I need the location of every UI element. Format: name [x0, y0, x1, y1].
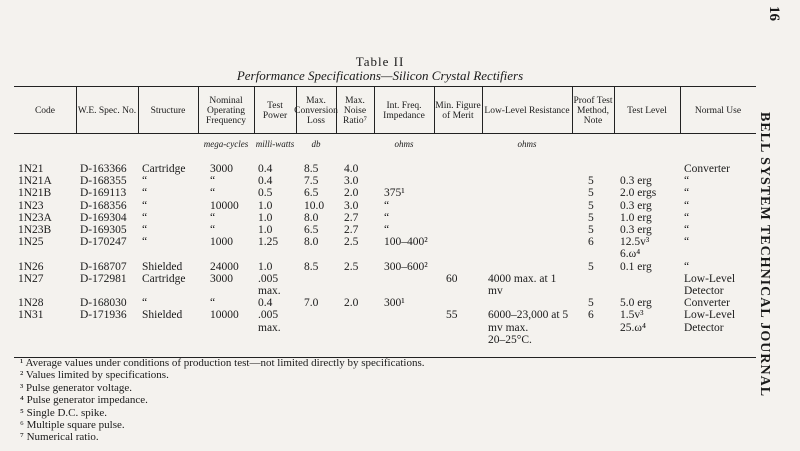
table-row	[14, 224, 756, 236]
cell-spec: D-169113	[80, 187, 127, 200]
table-title: Performance Specifications—Silicon Crystal Rectifiers	[236, 68, 524, 83]
cell-spec: D-168356	[80, 199, 127, 212]
cell-loss: 8.5	[304, 163, 319, 175]
cell-freq: “	[210, 211, 216, 224]
cell-level: 1.5v³	[620, 309, 644, 322]
cell-impedance: “	[384, 224, 390, 236]
cell-freq: 3000	[210, 272, 233, 285]
cell-proof: 5	[588, 297, 594, 310]
cell-level: 0.1 erg	[620, 260, 652, 273]
header-noise: Max. Noise Ratio⁷	[343, 96, 367, 126]
cell-code: 1N21A	[18, 175, 52, 188]
cell-impedance: 300¹	[384, 297, 405, 310]
cell-spec: D-172981	[80, 272, 127, 285]
cell-proof: 5	[588, 224, 594, 236]
cell-use: Converter	[684, 297, 730, 310]
cell-code: 1N23	[18, 199, 44, 212]
header-proof: Proof Test Method, Note	[573, 96, 613, 126]
cell-code: 1N28	[18, 297, 44, 310]
cell-resistance: mv	[488, 285, 503, 297]
cell-use: “	[684, 224, 690, 236]
cell-code: 1N21	[18, 163, 44, 175]
cell-power: 0.5	[258, 187, 273, 200]
header-use: Normal Use	[694, 106, 742, 116]
footnote: ³ Pulse generator voltage.	[20, 381, 133, 394]
footnote: ¹ Average values under conditions of production test—not limited directly by specifications.	[20, 357, 425, 369]
cell-level: 25.ω⁴	[620, 321, 646, 334]
cell-code: 1N23A	[18, 211, 52, 224]
cell-spec: D-168707	[80, 260, 127, 273]
cell-use: “	[684, 236, 690, 249]
cell-level: 0.3 erg	[620, 224, 652, 236]
cell-spec: D-171936	[80, 309, 127, 322]
header-level: Test Level	[627, 106, 667, 116]
cell-loss: 7.5	[304, 175, 319, 188]
cell-freq: “	[210, 175, 216, 188]
unit-power: milli-watts	[255, 139, 295, 149]
cell-freq: 10000	[210, 199, 239, 212]
cell-loss: 8.0	[304, 236, 319, 249]
cell-level: 2.0 ergs	[620, 187, 657, 200]
cell-code: 1N27	[18, 272, 44, 285]
cell-use: Detector	[684, 285, 724, 297]
unit-frequency: mega-cycles	[203, 139, 249, 149]
cell-power: 1.0	[258, 260, 273, 273]
cell-proof: 6	[588, 236, 594, 249]
table-row	[14, 334, 756, 346]
cell-structure: “	[142, 187, 148, 200]
table-row	[14, 236, 756, 248]
cell-code: 1N23B	[18, 224, 52, 236]
cell-structure: Cartridge	[142, 272, 186, 285]
cell-impedance: “	[384, 199, 390, 212]
cell-structure: “	[142, 175, 148, 188]
cell-spec: D-169305	[80, 224, 127, 236]
cell-structure: “	[142, 297, 148, 310]
header-power: Test Power	[262, 101, 288, 121]
cell-power: max.	[258, 285, 281, 297]
cell-use: “	[684, 175, 690, 188]
cell-noise: 2.5	[344, 236, 359, 249]
cell-use: Low-Level	[684, 272, 736, 285]
header-code: Code	[34, 106, 56, 116]
cell-freq: 10000	[210, 309, 239, 322]
footnote: ² Values limited by specifications.	[20, 369, 169, 382]
cell-impedance: 300–600²	[384, 260, 428, 273]
cell-use: “	[684, 187, 690, 200]
unit-impedance: ohms	[394, 139, 414, 149]
footnote: ⁷ Numerical ratio.	[20, 431, 99, 444]
cell-use: Detector	[684, 321, 724, 334]
cell-power: 1.0	[258, 211, 273, 224]
cell-noise: 2.0	[344, 297, 359, 310]
cell-level: 0.3 erg	[620, 199, 652, 212]
cell-level: 6.ω⁴	[620, 248, 641, 261]
footnote: ⁶ Multiple square pulse.	[20, 419, 125, 432]
cell-noise: 2.5	[344, 260, 359, 273]
journal-title: BELL SYSTEM TECHNICAL JOURNAL	[757, 112, 772, 398]
cell-noise: 4.0	[344, 163, 359, 175]
cell-power: 1.0	[258, 199, 273, 212]
table-row	[14, 163, 756, 175]
cell-resistance: 4000 max. at 1	[488, 272, 557, 285]
table-row	[14, 212, 756, 224]
cell-noise: 2.7	[344, 211, 359, 224]
header-impedance: Int. Freq. Impedance	[383, 101, 425, 121]
cell-use: Low-Level	[684, 309, 736, 322]
header-merit: Min. Figure of Merit	[435, 101, 481, 121]
cell-power: .005	[258, 272, 279, 285]
cell-noise: 3.0	[344, 175, 359, 188]
cell-power: 0.4	[258, 163, 273, 175]
cell-structure: “	[142, 224, 148, 236]
header-rule	[14, 133, 756, 134]
page-number: 16	[766, 6, 782, 21]
cell-spec: D-168030	[80, 297, 127, 310]
cell-proof: 6	[588, 309, 594, 322]
cell-loss: 10.0	[304, 199, 325, 212]
cell-power: .005	[258, 309, 279, 322]
cell-structure: Shielded	[142, 309, 183, 322]
cell-use: “	[684, 199, 690, 212]
table-row	[14, 297, 756, 309]
header-resistance: Low-Level Resistance	[484, 106, 570, 116]
cell-use: “	[684, 260, 690, 273]
header-structure: Structure	[150, 106, 186, 116]
table-name: Table II	[355, 54, 405, 69]
cell-proof: 5	[588, 211, 594, 224]
cell-level: 0.3 erg	[620, 175, 652, 188]
cell-spec: D-169304	[80, 211, 127, 224]
cell-freq: “	[210, 297, 216, 310]
cell-resistance: 20–25°C.	[488, 333, 532, 346]
cell-code: 1N25	[18, 236, 44, 249]
spec-table	[14, 86, 756, 358]
cell-merit: 55	[446, 309, 458, 322]
cell-loss: 7.0	[304, 297, 319, 310]
unit-loss: db	[311, 139, 321, 149]
cell-structure: “	[142, 199, 148, 212]
cell-code: 1N31	[18, 309, 44, 322]
header-frequency: Nominal Operating Frequency	[205, 96, 247, 126]
table-row	[14, 175, 756, 187]
cell-freq: “	[210, 224, 216, 236]
table-row	[14, 309, 756, 321]
cell-impedance: 375¹	[384, 187, 405, 200]
cell-structure: “	[142, 236, 148, 249]
footnote: ⁵ Single D.C. spike.	[20, 406, 107, 419]
cell-level: 5.0 erg	[620, 297, 652, 310]
cell-structure: Cartridge	[142, 163, 186, 175]
cell-noise: 3.0	[344, 199, 359, 212]
cell-proof: 5	[588, 175, 594, 188]
table-row	[14, 187, 756, 199]
cell-impedance: “	[384, 211, 390, 224]
cell-code: 1N21B	[18, 187, 52, 200]
cell-loss: 6.5	[304, 187, 319, 200]
cell-use: Converter	[684, 163, 730, 175]
cell-loss: 8.5	[304, 260, 319, 273]
table-row	[14, 273, 756, 285]
cell-spec: D-168355	[80, 175, 127, 188]
cell-resistance: 6000–23,000 at 5	[488, 309, 569, 322]
cell-power: 1.25	[258, 236, 279, 249]
cell-use: “	[684, 211, 690, 224]
footnote: ⁴ Pulse generator impedance.	[20, 394, 148, 407]
cell-freq: 3000	[210, 163, 233, 175]
cell-structure: Shielded	[142, 260, 183, 273]
cell-power: 1.0	[258, 224, 273, 236]
cell-proof: 5	[588, 199, 594, 212]
table-row	[14, 261, 756, 273]
cell-loss: 6.5	[304, 224, 319, 236]
header-loss: Max. Conversion Loss	[294, 96, 338, 126]
footnotes	[20, 357, 425, 444]
cell-structure: “	[142, 211, 148, 224]
cell-level: 1.0 erg	[620, 211, 652, 224]
cell-power: 0.4	[258, 175, 273, 188]
cell-code: 1N26	[18, 260, 44, 273]
unit-resistance: ohms	[517, 139, 537, 149]
table-row	[14, 200, 756, 212]
header-spec: W.E. Spec. No.	[77, 106, 137, 116]
table-row	[14, 285, 756, 297]
cell-proof: 5	[588, 187, 594, 200]
cell-freq: 24000	[210, 260, 239, 273]
cell-noise: 2.0	[344, 187, 359, 200]
cell-power: 0.4	[258, 297, 273, 310]
cell-freq: “	[210, 187, 216, 200]
cell-merit: 60	[446, 272, 458, 285]
cell-noise: 2.7	[344, 224, 359, 236]
table-row	[14, 248, 756, 260]
cell-loss: 8.0	[304, 211, 319, 224]
cell-impedance: 100–400²	[384, 236, 428, 249]
cell-power: max.	[258, 321, 281, 334]
table-row	[14, 322, 756, 334]
cell-proof: 5	[588, 260, 594, 273]
cell-spec: D-170247	[80, 236, 127, 249]
cell-spec: D-163366	[80, 163, 127, 175]
cell-resistance: mv max.	[488, 321, 529, 334]
cell-level: 12.5v³	[620, 236, 650, 249]
cell-freq: 1000	[210, 236, 233, 249]
